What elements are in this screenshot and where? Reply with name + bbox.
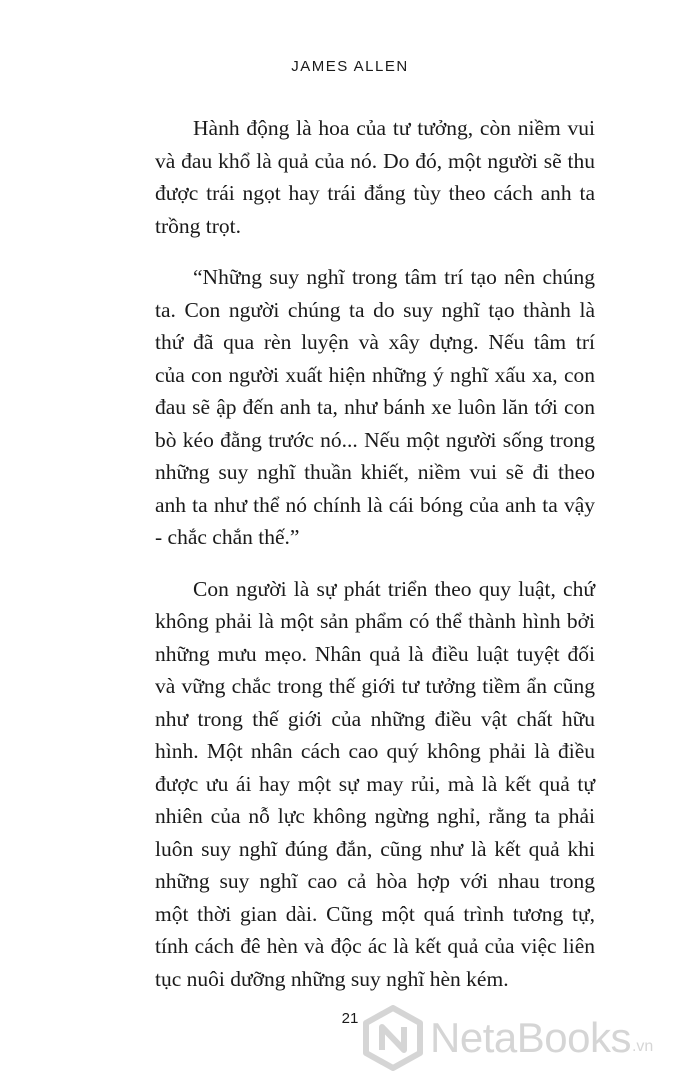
paragraph-3 [117, 573, 595, 996]
text-line: và đau khổ là quả của nó. Do đó, một người sẽ thu [155, 148, 595, 173]
watermark [362, 1000, 698, 1076]
page-number: 21 [341, 1010, 359, 1027]
paragraph-2 [117, 261, 595, 554]
text-line: đau sẽ ập đến anh ta, như bánh xe luôn lăn tới con [155, 395, 595, 419]
text-line: như trong thế giới của những điều vật chất hữu [155, 706, 595, 731]
text-line: anh ta như thể nó chính là cái bóng của anh ta vậy [155, 492, 595, 517]
text-line: không phải là một sản phẩm có thể thành hình bởi [155, 609, 595, 633]
text-line: Con người là sự phát triển theo quy luật, chứ [193, 576, 595, 601]
text-line: luôn suy nghĩ đúng đắn, cũng như là kết quả khi [155, 836, 595, 861]
text-line: những suy nghĩ cao cả hòa hợp với nhau trong [155, 869, 595, 893]
watermark-brand: NetaBooks [430, 1014, 631, 1061]
text-line: tục nuôi dưỡng những suy nghĩ hèn kém. [155, 966, 509, 991]
text-line: những suy nghĩ thuần khiết, niềm vui sẽ đi theo [155, 460, 595, 484]
text-line: thứ đã qua rèn luyện và xây dựng. Nếu tâm trí [155, 330, 595, 354]
text-line: hình. Một nhân cách cao quý không phải là điều [155, 739, 595, 763]
body-text [117, 112, 595, 1014]
text-line: Hành động là hoa của tư tưởng, còn niềm vui [193, 116, 595, 140]
text-line: ta. Con người chúng ta do suy nghĩ tạo thành là [155, 297, 595, 322]
text-line: của con người xuất hiện những ý nghĩ xấu xa, con [155, 362, 595, 387]
text-line: một thời gian dài. Cũng một quá trình tương tự, [155, 901, 595, 926]
text-line: được ưu ái hay một sự may rủi, mà là kết quả tự [155, 771, 595, 796]
text-line: trồng trọt. [155, 213, 241, 238]
neta-logo-icon [362, 1005, 424, 1071]
text-line: được trái ngọt hay trái đắng tùy theo cách anh ta [155, 181, 595, 205]
running-head: JAMES ALLEN [291, 58, 409, 75]
text-line: tính cách đê hèn và độc ác là kết quả của việc liên [155, 934, 595, 958]
text-line: những mưu mẹo. Nhân quả là điều luật tuyệt đối [155, 641, 595, 666]
text-line: bò kéo đằng trước nó... Nếu một người sống trong [155, 427, 595, 452]
text-line: nhiên của nỗ lực không ngừng nghỉ, rằng ta phải [155, 804, 595, 828]
text-line: - chắc chắn thế.” [155, 525, 300, 549]
text-line: và vững chắc trong thế giới tư tưởng tiềm ẩn cũng [155, 674, 595, 698]
text-line: “Những suy nghĩ trong tâm trí tạo nên chúng [193, 265, 595, 289]
paragraph-1 [117, 112, 595, 242]
watermark-tld: .vn [631, 1038, 654, 1055]
